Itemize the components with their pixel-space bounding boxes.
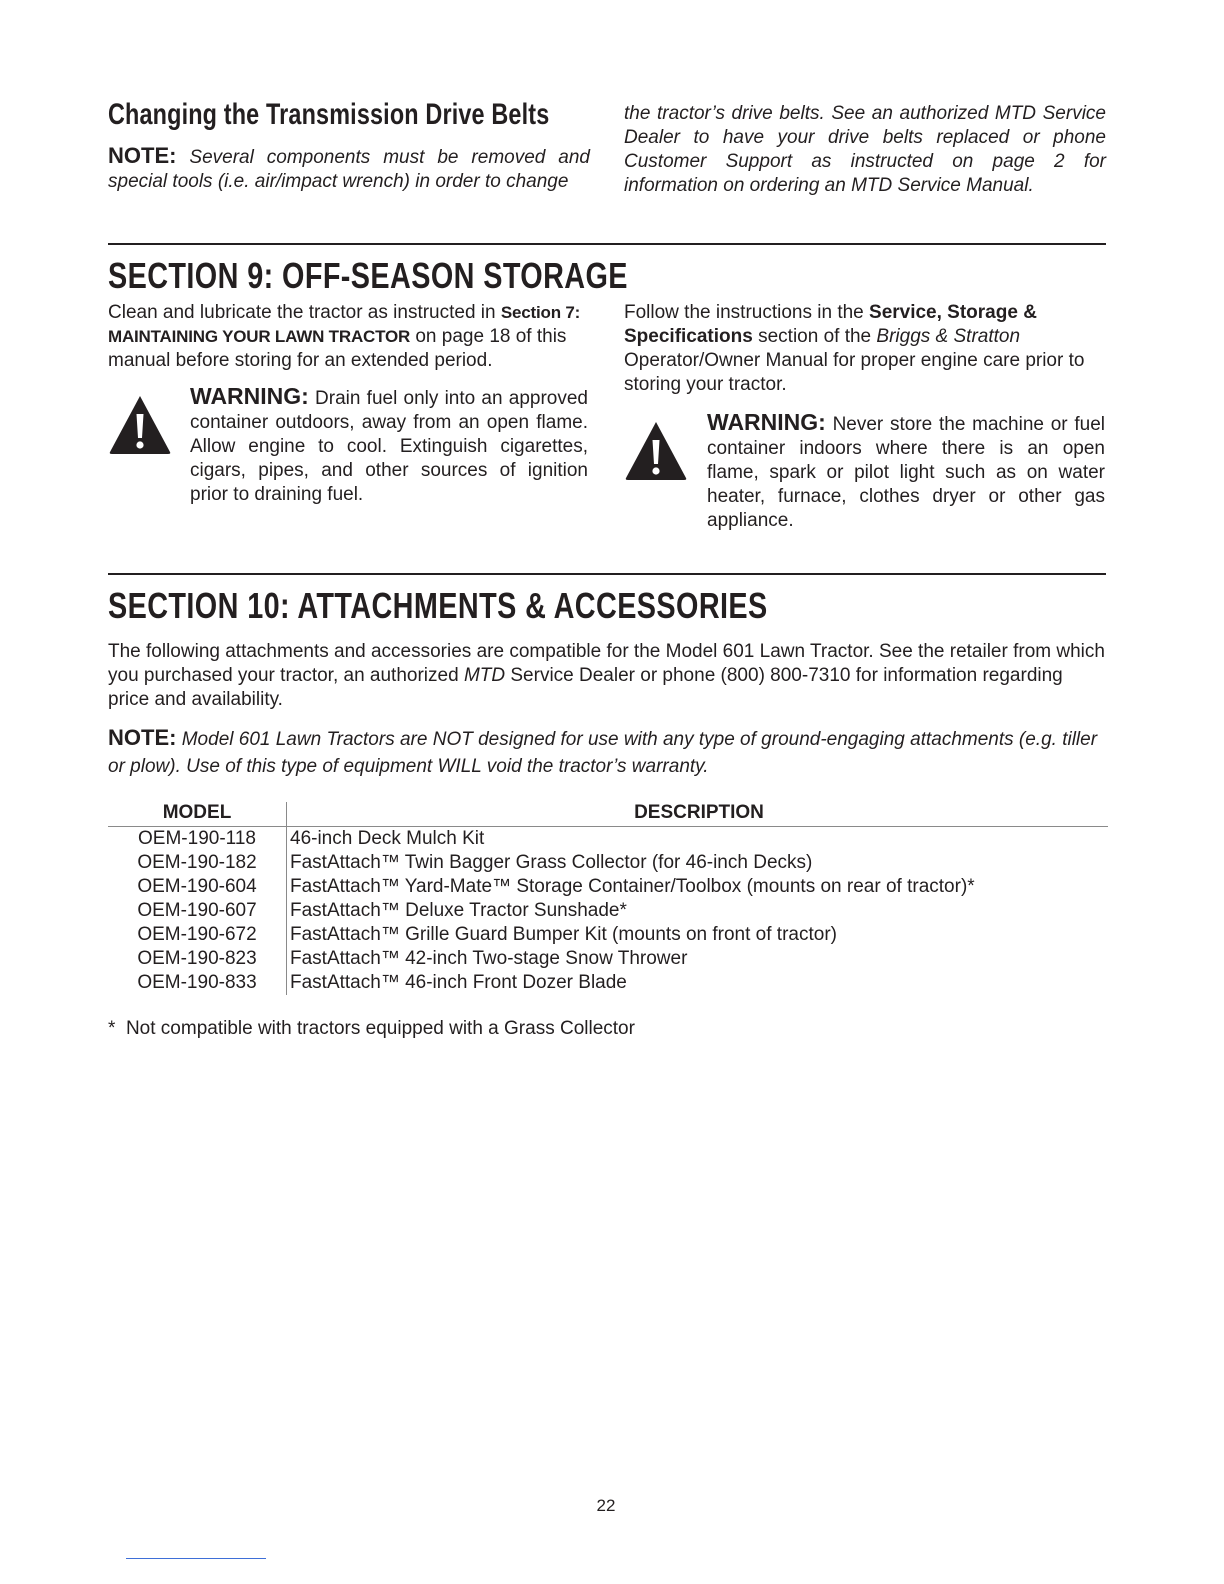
table-row <box>108 971 1108 995</box>
warning-triangle-icon <box>624 420 688 482</box>
warning-left-text: Drain fuel only into an approved container outdoors, away from an open flame. Allow engine to cool. Extinguish cigarettes, cigars, pipes, and other sources of ignition prior to draining fuel. <box>190 388 588 505</box>
section9-left-paragraph <box>108 301 590 373</box>
description-cell: FastAttach™ Grille Guard Bumper Kit (mounts on front of tractor) <box>290 924 837 945</box>
service-storage-reference: Service, Storage & Specifications <box>624 302 1037 347</box>
warning-triangle-icon <box>108 394 172 456</box>
warning-left-label: WARNING: <box>190 383 309 409</box>
section10-heading: SECTION 10: ATTACHMENTS & ACCESSORIES <box>108 585 768 626</box>
transmission-note-left <box>108 144 590 194</box>
model-cell: OEM-190-604 <box>108 875 287 899</box>
note-label: NOTE: <box>108 725 177 750</box>
note-text-left: Several components must be removed and special tools (i.e. air/impact wrench) in order to change <box>108 147 590 192</box>
model-cell: OEM-190-118 <box>108 827 287 852</box>
model-cell: OEM-190-607 <box>108 899 287 923</box>
section9-heading: SECTION 9: OFF-SEASON STORAGE <box>108 255 628 296</box>
description-cell: FastAttach™ Deluxe Tractor Sunshade* <box>290 900 627 921</box>
table-header-row <box>108 802 1108 827</box>
section-divider <box>108 573 1106 575</box>
footnote: * Not compatible with tractors equipped with a Grass Collector <box>108 1018 635 1039</box>
note-label: NOTE: <box>108 143 177 168</box>
accessories-table <box>108 802 1108 995</box>
accessories-table-wrap <box>108 802 1108 995</box>
description-cell: FastAttach™ Yard-Mate™ Storage Container/Toolbox (mounts on rear of tractor)* <box>290 876 975 897</box>
section10-note <box>108 724 1108 780</box>
warning-icon-right-wrap <box>624 420 690 487</box>
section9-right-text-1: Follow the instructions in the <box>624 302 870 323</box>
section-divider <box>108 243 1106 245</box>
section9-right-text-2: section of the <box>752 326 877 347</box>
mtd-brand: MTD <box>463 665 506 686</box>
table-row <box>108 899 1108 923</box>
warning-left <box>190 384 588 507</box>
section10-intro <box>108 640 1106 712</box>
description-column-header: DESCRIPTION <box>287 802 1109 827</box>
section9-left-text-1: Clean and lubricate the tractor as instructed in <box>108 302 501 323</box>
page-number: 22 <box>596 1496 616 1515</box>
warning-right <box>707 410 1105 533</box>
description-cell: FastAttach™ 42-inch Two-stage Snow Thrower <box>290 948 688 969</box>
section9-left-text-2: on page 18 of this manual before storing for an extended period. <box>108 326 567 371</box>
section9-right-text-3: Operator/Owner Manual for proper engine care prior to storing your tractor. <box>624 350 1085 395</box>
table-row <box>108 827 1108 852</box>
table-row <box>108 947 1108 971</box>
model-cell: OEM-190-823 <box>108 947 287 971</box>
warning-right-label: WARNING: <box>707 409 826 435</box>
briggs-stratton-brand: Briggs & Stratton <box>876 326 1021 347</box>
description-cell: FastAttach™ Twin Bagger Grass Collector (for 46-inch Decks) <box>290 852 813 873</box>
scan-artifact-line <box>126 1558 266 1559</box>
section10-intro-1: The following attachments and accessories are compatible for the Model 601 Lawn Tractor. See the retailer from which you purchased your tractor, an authorized <box>108 641 1105 686</box>
section7-reference: Section 7: MAINTAINING YOUR LAWN TRACTOR <box>108 303 581 346</box>
section10-note-text: Model 601 Lawn Tractors are NOT designed for use with any type of ground-engaging attachments (e.g. tiller or plow). Use of this type of equipment WILL void the tractor’s warranty. <box>108 729 1098 777</box>
model-column-header: MODEL <box>108 802 287 827</box>
description-cell: FastAttach™ 46-inch Front Dozer Blade <box>290 972 627 993</box>
description-cell: 46-inch Deck Mulch Kit <box>290 828 485 849</box>
transmission-section <box>108 98 590 194</box>
transmission-heading: Changing the Transmission Drive Belts <box>108 98 550 131</box>
section9-right-paragraph <box>624 301 1106 397</box>
table-row <box>108 851 1108 875</box>
warning-right-text: Never store the machine or fuel container indoors where there is an open flame, spark or pilot light such as on water heater, furnace, clothes dryer or other gas appliance. <box>707 414 1105 531</box>
model-cell: OEM-190-182 <box>108 851 287 875</box>
transmission-note-right: the tractor’s drive belts. See an authorized MTD Service Dealer to have your drive belts replaced or phone Customer Support as instructed on page 2 for information on ordering an MTD Service Manual. <box>624 103 1106 196</box>
warning-icon-left-wrap <box>108 394 174 461</box>
table-row <box>108 923 1108 947</box>
model-cell: OEM-190-833 <box>108 971 287 995</box>
table-row <box>108 875 1108 899</box>
model-cell: OEM-190-672 <box>108 923 287 947</box>
section10-intro-2: Service Dealer or phone (800) 800-7310 for information regarding price and availability. <box>108 665 1063 710</box>
